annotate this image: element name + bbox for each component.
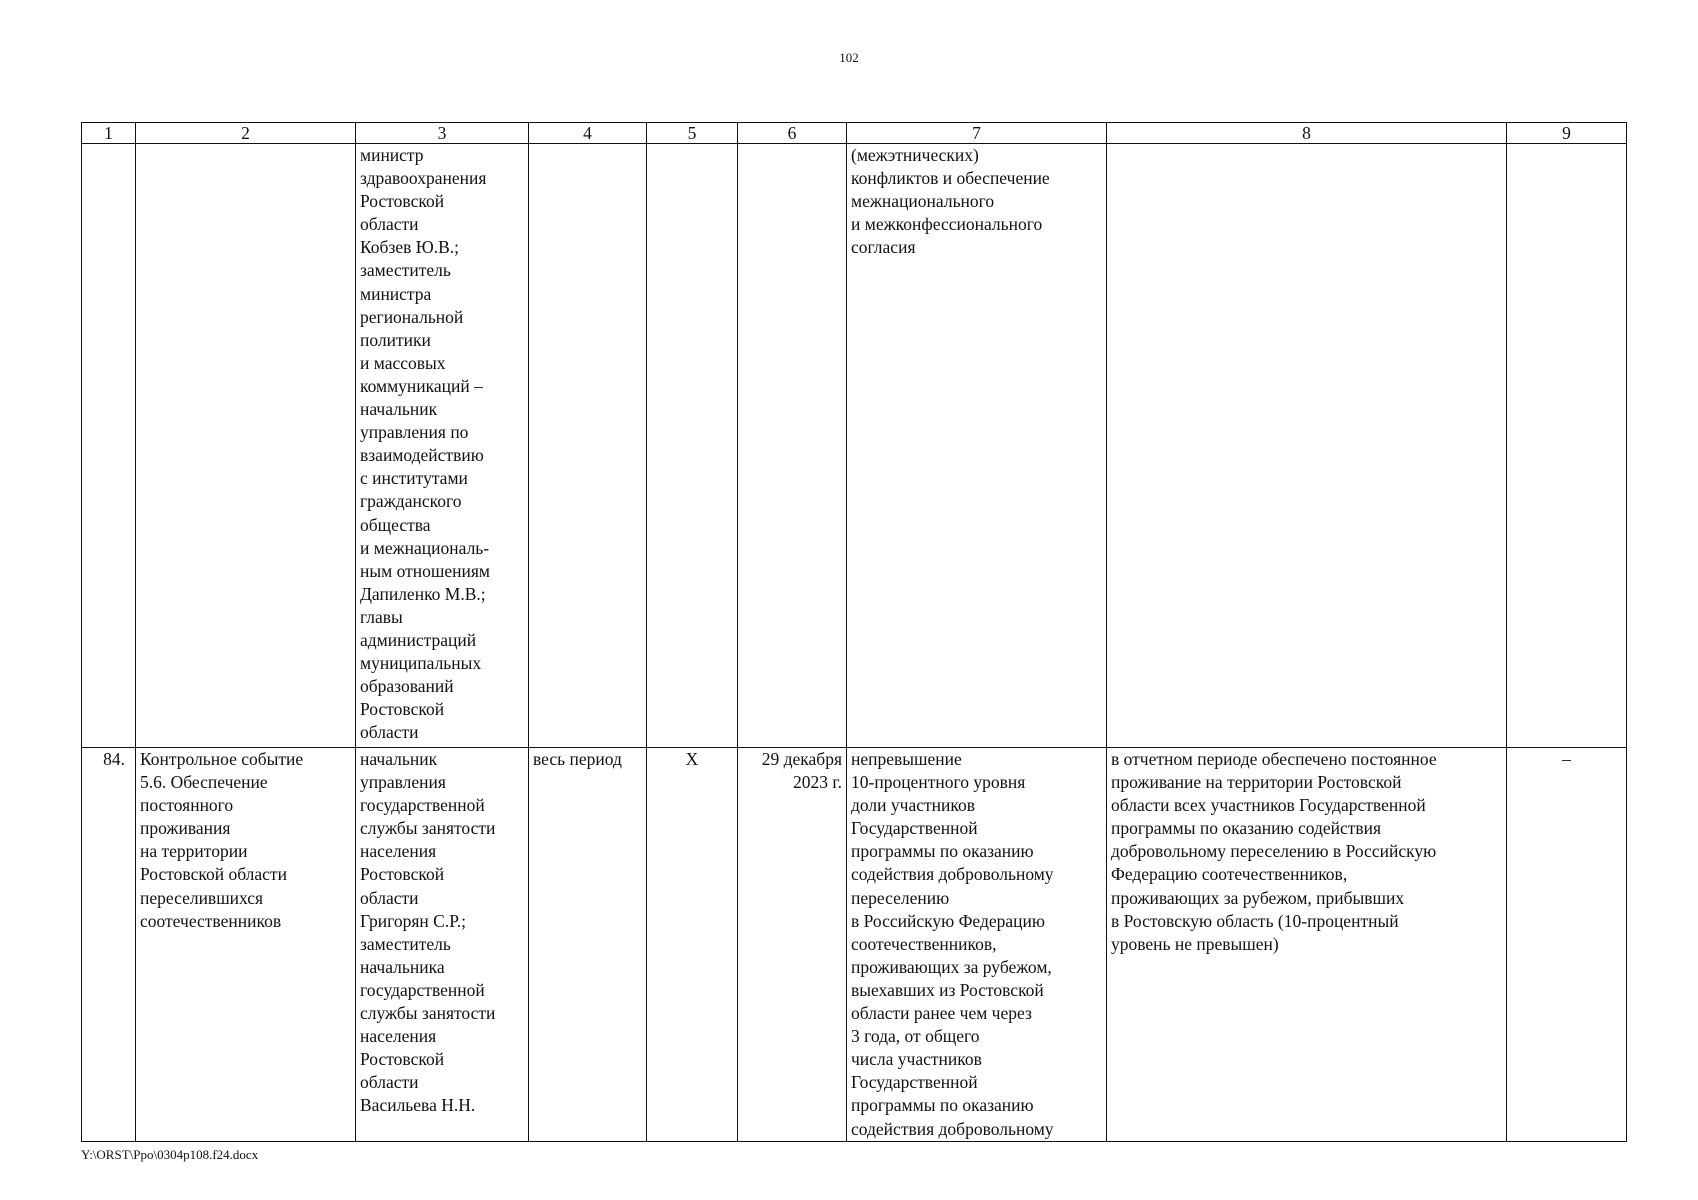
cell-responsible: начальник управления государственной службы занятости населения Ростовской области Григорян С.Р.; заместитель начальника государственной службы занятости населения Ростовской области Васильева Н.Н.: [356, 748, 529, 1142]
header-col-3: 3: [356, 123, 529, 144]
cell-empty: [738, 144, 847, 748]
cell-empty: [1507, 144, 1627, 748]
cell-result-continued: (межэтнических) конфликтов и обеспечение межнационального и межконфессионального согласия: [847, 144, 1107, 748]
cell-empty: [529, 144, 647, 748]
header-col-9: 9: [1507, 123, 1627, 144]
report-table: [81, 122, 1627, 1142]
cell-row-number: 84.: [82, 748, 136, 1142]
cell-empty: [136, 144, 356, 748]
header-col-8: 8: [1107, 123, 1507, 144]
page-number: 102: [839, 50, 859, 65]
cell-actual-result: в отчетном периоде обеспечено постоянное проживание на территории Ростовской области всех участников Государственной программы по оказанию содействия добровольному переселению в Российскую Федерацию соотечественников, проживающих за рубежом, прибывших в Ростовскую область (10-процентный уровень не превышен): [1107, 748, 1507, 1142]
header-row: [82, 123, 1627, 144]
header-col-2: 2: [136, 123, 356, 144]
table-row-84: [82, 748, 1627, 1142]
cell-responsible-continued: министр здравоохранения Ростовской области Кобзев Ю.В.; заместитель министра региональной политики и массовых коммуникаций – начальник управления по взаимодействию с институтами гражданского общества и межнациональ- ным отношениям Дапиленко М.В.; главы администраций муниципальных образований Ростовской области: [356, 144, 529, 748]
cell-date: 29 декабря 2023 г.: [738, 748, 847, 1142]
cell-expected-result: непревышение 10-процентного уровня доли участников Государственной программы по оказанию содействия добровольному переселению в Российскую Федерацию соотечественников, проживающих за рубежом, выехавших из Ростовской области ранее чем через 3 года, от общего числа участников Государственной программы по оказанию содействия добровольному: [847, 748, 1107, 1142]
cell-period: весь период: [529, 748, 647, 1142]
cell-empty: [1107, 144, 1507, 748]
table-row-continuation: [82, 144, 1627, 748]
header-col-4: 4: [529, 123, 647, 144]
cell-event-name: Контрольное событие 5.6. Обеспечение постоянного проживания на территории Ростовской области переселившихся соотечественников: [136, 748, 356, 1142]
header-col-7: 7: [847, 123, 1107, 144]
header-col-1: 1: [82, 123, 136, 144]
header-col-5: 5: [647, 123, 738, 144]
cell-empty: [82, 144, 136, 748]
footer-file-path: Y:\ORST\Ppo\0304p108.f24.docx: [81, 1147, 259, 1162]
cell-col5: X: [647, 748, 738, 1142]
cell-col9: –: [1507, 748, 1627, 1142]
header-col-6: 6: [738, 123, 847, 144]
cell-empty: [647, 144, 738, 748]
